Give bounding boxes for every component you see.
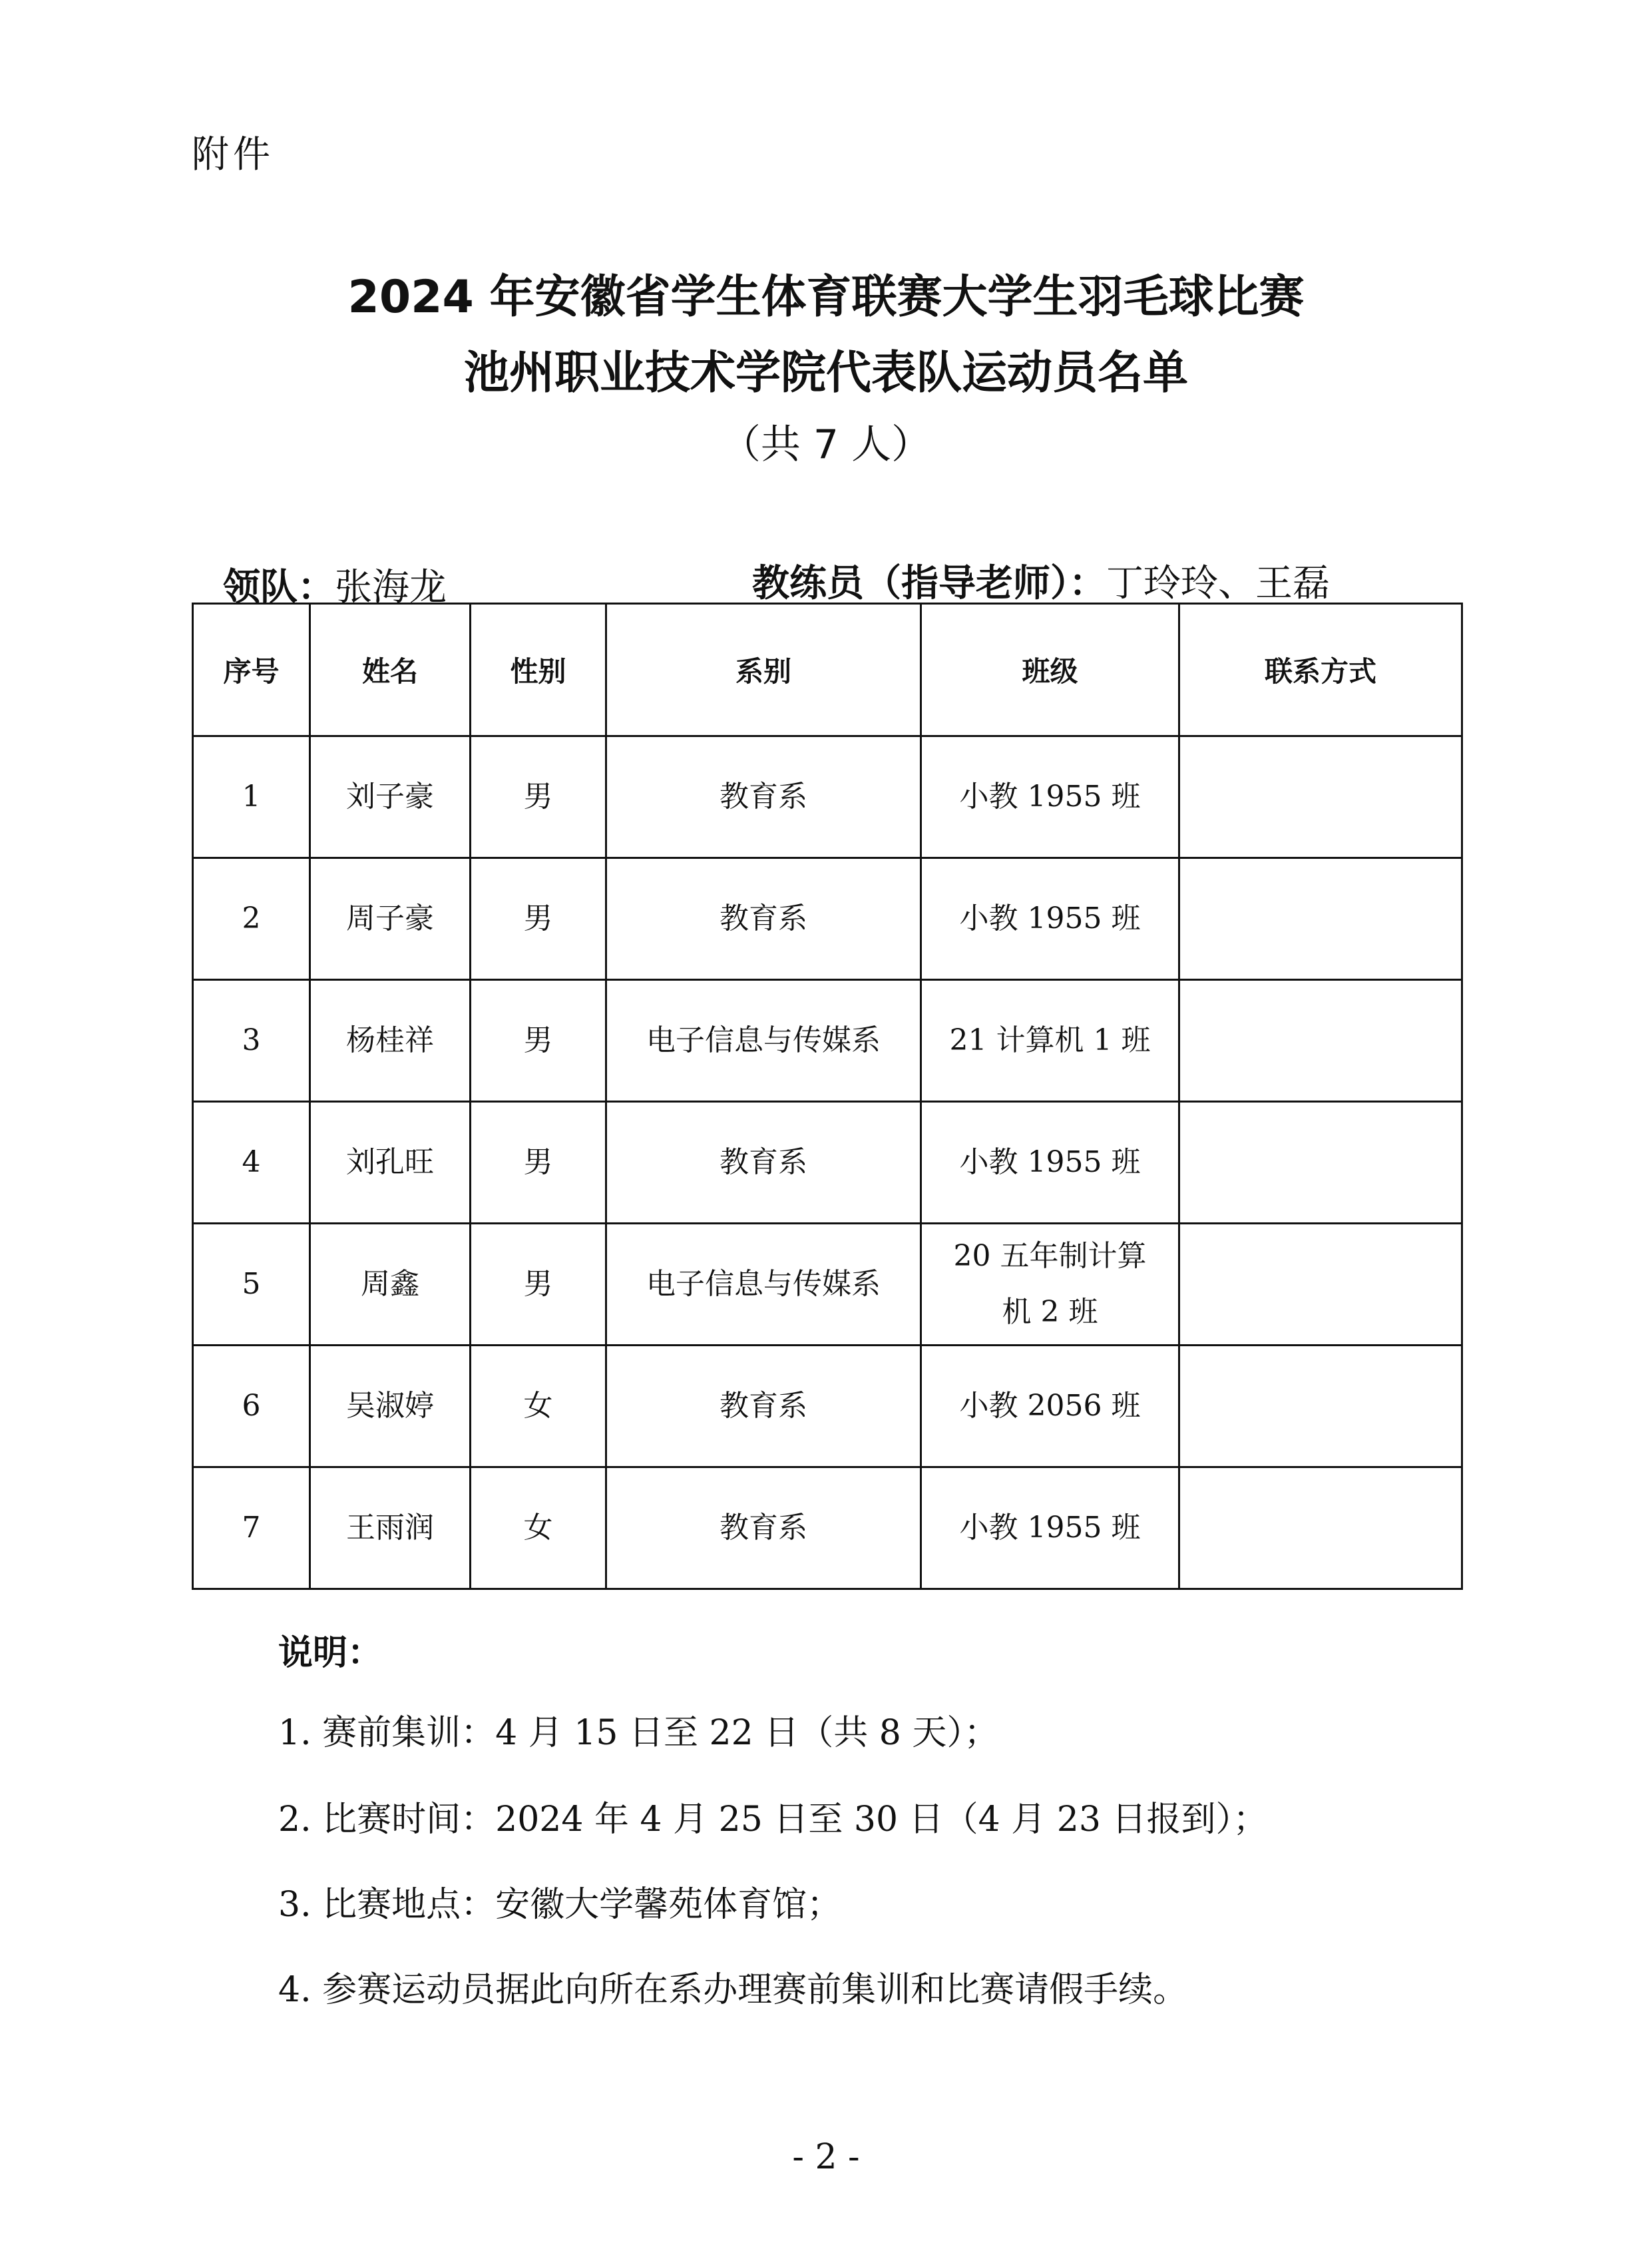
- note-item: 4. 参赛运动员据此向所在系办理赛前集训和比赛请假手续。: [278, 1970, 1188, 2010]
- cell-contact: [1179, 1467, 1462, 1589]
- table-row: [193, 980, 1462, 1102]
- cell-no: 3: [193, 980, 310, 1102]
- coaches: [752, 554, 1330, 607]
- coach-names: 丁玲玲、王磊: [1106, 562, 1330, 605]
- cell-gender: 男: [471, 1102, 606, 1224]
- cell-name: 周鑫: [310, 1224, 471, 1346]
- cell-dept: 教育系: [606, 858, 921, 980]
- member-count: （共 7 人）: [720, 421, 932, 468]
- cell-class: 小教 1955 班: [921, 1102, 1179, 1224]
- cell-name: 王雨润: [310, 1467, 471, 1589]
- header-cell: 班级: [921, 604, 1179, 736]
- note-item: 2. 比赛时间：2024 年 4 月 25 日至 30 日（4 月 23 日报到）；: [278, 1800, 1268, 1840]
- table-row: [193, 1467, 1462, 1589]
- note-item: 1. 赛前集训：4 月 15 日至 22 日（共 8 天）；: [278, 1713, 999, 1753]
- cell-contact: [1179, 858, 1462, 980]
- table-row: [193, 1346, 1462, 1467]
- cell-class: 小教 1955 班: [921, 1467, 1179, 1589]
- document-title: 2024 年安徽省学生体育联赛大学生羽毛球比赛: [347, 271, 1305, 324]
- cell-name: 周子豪: [310, 858, 471, 980]
- header-cell: 性别: [471, 604, 606, 736]
- cell-contact: [1179, 1346, 1462, 1467]
- cell-gender: 男: [471, 1224, 606, 1346]
- table-row: [193, 736, 1462, 858]
- cell-dept: 教育系: [606, 736, 921, 858]
- cell-contact: [1179, 736, 1462, 858]
- coach-label: 教练员（指导老师）：: [752, 562, 1106, 605]
- header-cell: 联系方式: [1179, 604, 1462, 736]
- cell-class: 小教 2056 班: [921, 1346, 1179, 1467]
- cell-no: 4: [193, 1102, 310, 1224]
- cell-contact: [1179, 980, 1462, 1102]
- roster-table: [192, 603, 1463, 1590]
- cell-name: 杨桂祥: [310, 980, 471, 1102]
- cell-name: 刘子豪: [310, 736, 471, 858]
- cell-no: 6: [193, 1346, 310, 1467]
- header-cell: 姓名: [310, 604, 471, 736]
- cell-class: 小教 1955 班: [921, 858, 1179, 980]
- cell-no: 2: [193, 858, 310, 980]
- cell-contact: [1179, 1224, 1462, 1346]
- attachment-label: 附件: [192, 133, 274, 176]
- document-subtitle: 池州职业技术学院代表队运动员名单: [463, 347, 1188, 399]
- cell-gender: 男: [471, 980, 606, 1102]
- page-number: - 2 -: [792, 2137, 860, 2177]
- cell-no: 7: [193, 1467, 310, 1589]
- table-row: [193, 1224, 1462, 1346]
- cell-dept: 教育系: [606, 1467, 921, 1589]
- cell-contact: [1179, 1102, 1462, 1224]
- cell-gender: 男: [471, 858, 606, 980]
- leader-name: 张海龙: [335, 566, 447, 609]
- cell-dept: 电子信息与传媒系: [606, 1224, 921, 1346]
- notes-heading: 说明：: [278, 1633, 383, 1673]
- cell-dept: 教育系: [606, 1102, 921, 1224]
- cell-gender: 女: [471, 1467, 606, 1589]
- table-header-row: [193, 604, 1462, 736]
- note-item: 3. 比赛地点：安徽大学馨苑体育馆；: [278, 1885, 842, 1925]
- cell-class: 小教 1955 班: [921, 736, 1179, 858]
- table-row: [193, 1102, 1462, 1224]
- cell-dept: 电子信息与传媒系: [606, 980, 921, 1102]
- cell-gender: 女: [471, 1346, 606, 1467]
- table-row: [193, 858, 1462, 980]
- cell-gender: 男: [471, 736, 606, 858]
- cell-no: 1: [193, 736, 310, 858]
- cell-class: 20 五年制计算 机 2 班: [921, 1224, 1179, 1346]
- leader-label: 领队：: [223, 566, 335, 609]
- cell-name: 刘孔旺: [310, 1102, 471, 1224]
- cell-class: 21 计算机 1 班: [921, 980, 1179, 1102]
- cell-no: 5: [193, 1224, 310, 1346]
- cell-name: 吴淑婷: [310, 1346, 471, 1467]
- header-cell: 系别: [606, 604, 921, 736]
- header-cell: 序号: [193, 604, 310, 736]
- cell-dept: 教育系: [606, 1346, 921, 1467]
